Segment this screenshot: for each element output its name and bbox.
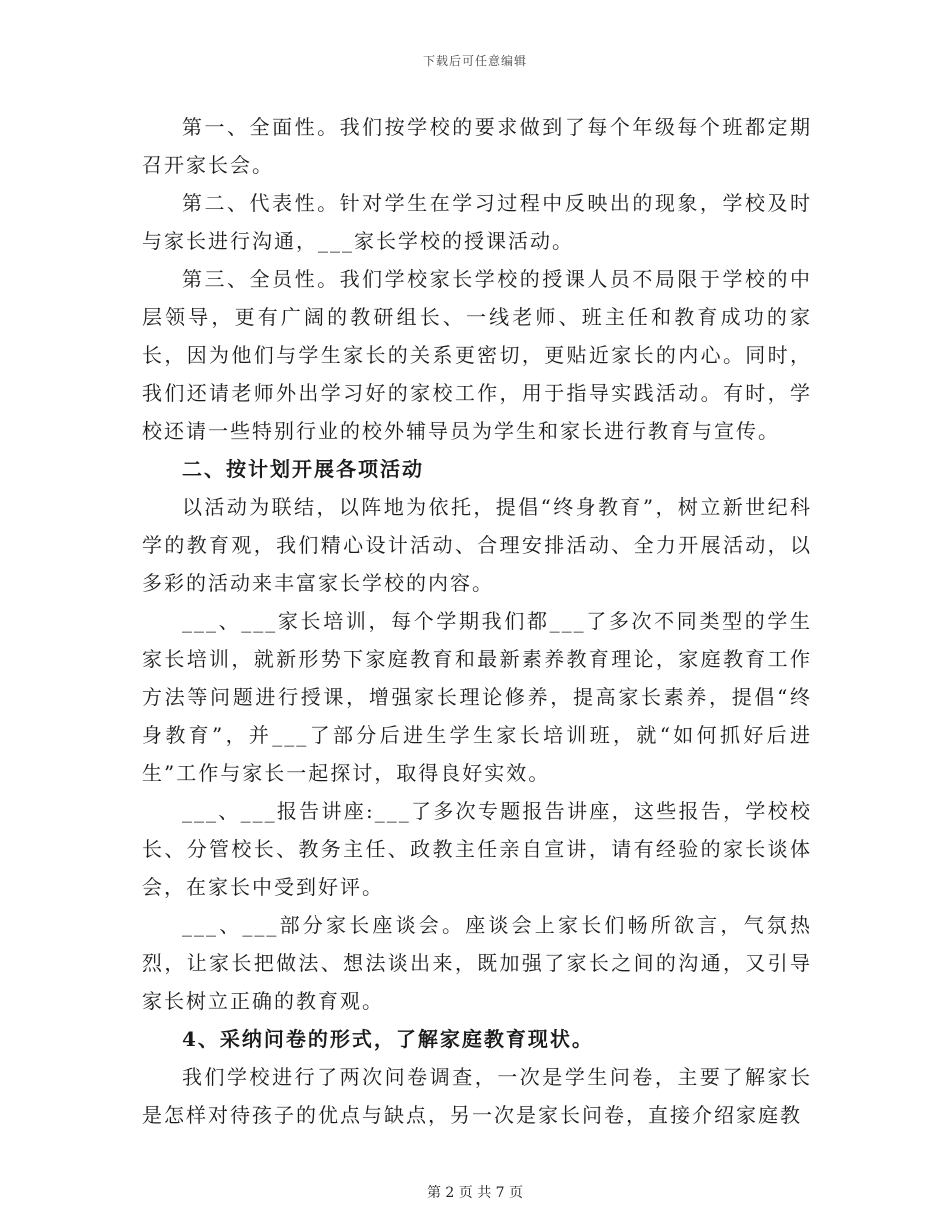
section-heading: 二、按计划开展各项活动	[182, 457, 424, 481]
document-body	[142, 108, 812, 1134]
page-footer: 第 2 页 共 7 页	[426, 1185, 524, 1201]
page-header: 下载后可任意编辑	[422, 54, 527, 68]
paragraph: 第三、全员性。我们学校家长学校的授课人员不局限于学校的中层领导，更有广阔的教研组长、一线老师、班主任和教育成功的家长，因为他们与学生家长的关系更密切，更贴近家长的内心。同时，我们还请老师外出学习好的家校工作，用于指导实践活动。有时，学校还请一些特别行业的校外辅导员为学生和家长进行教育与宣传。	[142, 267, 812, 443]
paragraph: 第二、代表性。针对学生在学习过程中反映出的现象，学校及时与家长进行沟通，___家长学校的授课活动。	[142, 191, 812, 253]
paragraph: 我们学校进行了两次问卷调查，一次是学生问卷，主要了解家长是怎样对待孩子的优点与缺点，另一次是家长问卷，直接介绍家庭教	[142, 1065, 812, 1127]
paragraph: 第一、全面性。我们按学校的要求做到了每个年级每个班都定期召开家长会。	[142, 115, 812, 177]
paragraph: 以活动为联结，以阵地为依托，提倡“终身教育”，树立新世纪科学的教育观，我们精心设计活动、合理安排活动、全力开展活动，以多彩的活动来丰富家长学校的内容。	[142, 495, 812, 595]
paragraph: ___、___报告讲座:___了多次专题报告讲座，这些报告，学校校长、分管校长、教务主任、政教主任亲自宣讲，请有经验的家长谈体会，在家长中受到好评。	[142, 799, 812, 899]
paragraph: ___、___家长培训，每个学期我们都___了多次不同类型的学生家长培训，就新形势下家庭教育和最新素养教育理论，家庭教育工作方法等问题进行授课，增强家长理论修养，提高家长素养，提倡“终身教育”，并___了部分后进生学生家长培训班，就“如何抓好后进生”工作与家长一起探讨，取得良好实效。	[142, 609, 812, 785]
section-heading: 4、采纳问卷的形式，了解家庭教育现状。	[182, 1027, 594, 1051]
paragraph: ___、___部分家长座谈会。座谈会上家长们畅所欲言，气氛热烈，让家长把做法、想法谈出来，既加强了家长之间的沟通，又引导家长树立正确的教育观。	[142, 913, 812, 1013]
